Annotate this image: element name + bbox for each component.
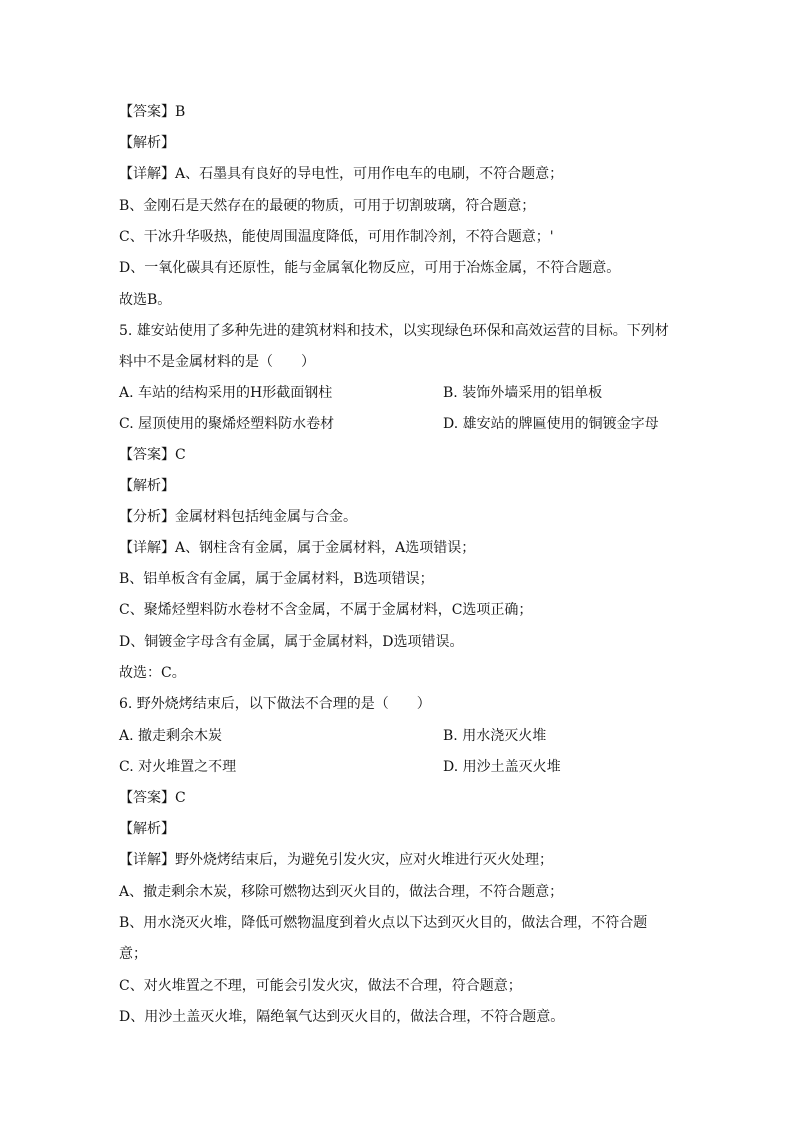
q6-stem: 6. 野外烧烤结束后，以下做法不合理的是（ ） — [119, 696, 431, 712]
q6-answer: 【答案】C — [119, 790, 186, 806]
q4-detail-d: D、一氧化碳具有还原性，能与金属氧化物反应，可用于冶炼金属，不符合题意。 — [119, 260, 621, 276]
q5-detail-a: 【详解】A、钢柱含有金属，属于金属材料，A选项错误； — [119, 540, 476, 556]
q5-detail-c: C、聚烯烃塑料防水卷材不含金属，不属于金属材料，C选项正确； — [119, 602, 533, 618]
q5-fenxi: 【分析】金属材料包括纯金属与合金。 — [119, 509, 357, 525]
q6-detail-c: C、对火堆置之不理，可能会引发火灾，做法不合理，符合题意； — [119, 978, 522, 994]
q6-detail-b-line2: 意； — [119, 946, 147, 962]
q5-option-d: D. 雄安站的牌匾使用的铜镀金字母 — [443, 416, 659, 432]
q6-detail-b-line1: B、用水浇灭火堆，降低可燃物温度到着火点以下达到灭火目的，做法合理，不符合题 — [119, 915, 648, 931]
q4-answer: 【答案】B — [119, 104, 186, 120]
q6-detail-intro: 【详解】野外烧烤结束后，为避免引发火灾，应对火堆进行灭火处理； — [119, 852, 553, 868]
q5-detail-d: D、铜镀金字母含有金属，属于金属材料，D选项错误。 — [119, 634, 464, 650]
q5-stem-line1: 5. 雄安站使用了多种先进的建筑材料和技术，以实现绿色环保和高效运营的目标。下列材 — [119, 323, 669, 339]
q6-option-d: D. 用沙土盖灭火堆 — [443, 759, 561, 775]
q4-choose: 故选B。 — [119, 292, 172, 308]
q5-option-a: A. 车站的结构采用的H形截面钢柱 — [119, 385, 333, 401]
q4-detail-b: B、金刚石是天然存在的最硬的物质，可用于切割玻璃，符合题意； — [119, 198, 536, 214]
q5-option-c: C. 屋顶使用的聚烯烃塑料防水卷材 — [119, 416, 335, 432]
q6-option-b: B. 用水浇灭火堆 — [443, 728, 547, 744]
q4-detail-c: C、干冰升华吸热，能使周围温度降低，可用作制冷剂，不符合题意；' — [119, 229, 554, 245]
q5-option-b: B. 装饰外墙采用的铝单板 — [443, 385, 603, 401]
q6-analysis-heading: 【解析】 — [119, 821, 175, 837]
q5-stem-line2: 料中不是金属材料的是（ ） — [119, 354, 315, 370]
q6-option-c: C. 对火堆置之不理 — [119, 759, 237, 775]
q5-choose: 故选：C。 — [119, 665, 186, 681]
q6-detail-a: A、撤走剩余木炭，移除可燃物达到灭火目的，做法合理，不符合题意； — [119, 884, 564, 900]
q6-detail-d: D、用沙土盖灭火堆，隔绝氧气达到灭火目的，做法合理，不符合题意。 — [119, 1009, 565, 1025]
q5-analysis-heading: 【解析】 — [119, 478, 175, 494]
q6-option-a: A. 撤走剩余木炭 — [119, 728, 223, 744]
q4-detail-a: 【详解】A、石墨具有良好的导电性，可用作电车的电刷，不符合题意； — [119, 166, 564, 182]
q5-detail-b: B、铝单板含有金属，属于金属材料，B选项错误； — [119, 571, 434, 587]
q4-analysis-heading: 【解析】 — [119, 135, 175, 151]
q5-answer: 【答案】C — [119, 447, 186, 463]
